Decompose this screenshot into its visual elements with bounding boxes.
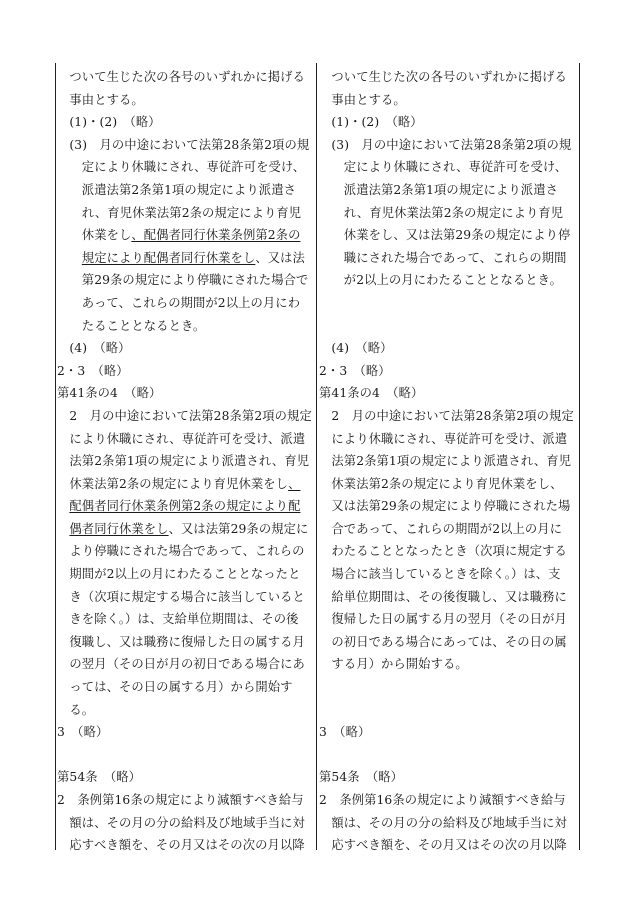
text-line bbox=[57, 224, 314, 247]
text-line bbox=[319, 631, 577, 654]
text-line bbox=[319, 111, 577, 134]
amended-text: 偶者同行休業をし bbox=[69, 521, 169, 536]
text-line bbox=[319, 766, 577, 789]
text-segment: の翌月（その日が月の初日である場合にあ bbox=[57, 657, 305, 672]
text-segment: 復職し、又は職務に復帰した日の属する月 bbox=[57, 634, 305, 649]
amended-text: 、配偶者同行休業条例第2条の bbox=[131, 228, 301, 243]
text-segment: 定により休職にされ、専従許可を受け、 bbox=[319, 160, 568, 175]
text-segment: 期間が2以上の月にわたることとなったと bbox=[57, 567, 301, 582]
text-segment: 事由とする。 bbox=[57, 92, 144, 107]
revised-text-column bbox=[57, 66, 314, 857]
table-border-right bbox=[579, 63, 580, 850]
amended-text: 規定により配偶者同行休業をし bbox=[81, 250, 256, 265]
text-line bbox=[57, 812, 314, 835]
text-line bbox=[319, 247, 577, 270]
text-line bbox=[319, 473, 577, 496]
text-segment: が2以上の月にわたることとなるとき。 bbox=[319, 273, 562, 288]
text-segment: 又は法第29条の規定により停職にされた場 bbox=[319, 499, 571, 514]
text-line bbox=[57, 111, 314, 134]
text-segment: 3 （略） bbox=[57, 725, 109, 740]
text-line bbox=[57, 202, 314, 225]
text-line bbox=[57, 269, 314, 292]
amended-text: 配偶者同行休業条例第2条の規定により配 bbox=[69, 499, 301, 514]
text-segment: (1)・(2) （略） bbox=[319, 115, 423, 130]
text-segment: 応すべき額を、その月又はその次の月以降 bbox=[57, 838, 305, 853]
text-line bbox=[319, 789, 577, 812]
text-segment: 、又は法 bbox=[255, 250, 305, 265]
text-line bbox=[57, 789, 314, 812]
text-line bbox=[319, 224, 577, 247]
amended-text: 、 bbox=[288, 476, 301, 491]
text-segment bbox=[57, 522, 69, 536]
text-segment: 応すべき額を、その月又はその次の月以降 bbox=[319, 838, 567, 853]
text-segment: 2 月の中途において法第28条第2項の規定 bbox=[57, 408, 312, 423]
text-segment: 事由とする。 bbox=[319, 92, 406, 107]
text-line bbox=[319, 608, 577, 631]
text-segment: 給単位期間は、その後復職し、又は職務に bbox=[319, 589, 567, 604]
text-segment: っては、その日の属する月）から開始す bbox=[57, 680, 293, 695]
text-line bbox=[57, 382, 314, 405]
text-line bbox=[57, 631, 314, 654]
text-segment: 第41条の4 （略） bbox=[319, 386, 424, 401]
text-segment: きを除く。）は、支給単位期間は、その後 bbox=[57, 612, 299, 627]
text-line bbox=[319, 563, 577, 586]
text-line bbox=[57, 247, 314, 270]
text-line bbox=[57, 156, 314, 179]
text-segment: (1)・(2) （略） bbox=[57, 115, 161, 130]
text-segment: 定により休職にされ、専従許可を受け、 bbox=[57, 160, 306, 175]
text-line bbox=[57, 540, 314, 563]
text-line bbox=[57, 563, 314, 586]
text-line bbox=[57, 337, 314, 360]
text-segment: 職にされた場合であって、これらの期間 bbox=[319, 250, 567, 265]
text-segment: 額は、その月の分の給料及び地域手当に対 bbox=[57, 815, 305, 830]
text-line bbox=[319, 518, 577, 541]
text-line bbox=[319, 721, 577, 744]
text-line bbox=[319, 540, 577, 563]
blank-line bbox=[319, 676, 577, 699]
blank-line bbox=[319, 744, 577, 767]
text-line bbox=[319, 66, 577, 89]
text-segment: わたることとなったとき（次項に規定する bbox=[319, 544, 567, 559]
table-column-divider bbox=[316, 63, 317, 850]
text-segment: 復帰した日の属する月の翌月（その日が月 bbox=[319, 612, 567, 627]
text-line bbox=[57, 608, 314, 631]
text-line bbox=[57, 66, 314, 89]
text-segment bbox=[57, 251, 82, 265]
text-line bbox=[57, 766, 314, 789]
text-line bbox=[319, 812, 577, 835]
blank-line bbox=[57, 744, 314, 767]
blank-line bbox=[319, 292, 577, 315]
text-segment: あって、これらの期間が2以上の月にわ bbox=[57, 295, 301, 310]
text-line bbox=[319, 202, 577, 225]
text-segment: (4) （略） bbox=[319, 341, 393, 356]
text-line bbox=[319, 586, 577, 609]
text-segment: 休業をし、又は法第29条の規定により停 bbox=[319, 228, 571, 243]
text-line bbox=[319, 269, 577, 292]
text-segment: 額は、その月の分の給料及び地域手当に対 bbox=[319, 815, 567, 830]
text-segment: より停職にされた場合であって、これらの bbox=[57, 544, 305, 559]
text-segment: 、又は法第29条の規定に bbox=[168, 521, 309, 536]
text-line bbox=[57, 721, 314, 744]
text-segment: 2・3 （略） bbox=[57, 363, 129, 378]
text-segment: れ、育児休業法第2条の規定により育児 bbox=[319, 205, 564, 220]
text-segment: (3) 月の中途において法第28条第2項の規 bbox=[319, 137, 572, 152]
text-line bbox=[57, 834, 314, 857]
text-segment: ついて生じた次の各号のいずれかに掲げる bbox=[57, 70, 305, 84]
text-segment: 2 条例第16条の規定により減額すべき給与 bbox=[57, 793, 304, 807]
text-line bbox=[57, 495, 314, 518]
text-line bbox=[57, 653, 314, 676]
text-segment: ついて生じた次の各号のいずれかに掲げる bbox=[319, 70, 567, 84]
text-segment: 派遣法第2条第1項の規定により派遣さ bbox=[57, 182, 296, 197]
text-line bbox=[319, 179, 577, 202]
text-line bbox=[319, 156, 577, 179]
text-line bbox=[319, 89, 577, 112]
text-line bbox=[319, 382, 577, 405]
text-segment: により休職にされ、専従許可を受け、派遣 bbox=[319, 431, 568, 446]
text-line bbox=[57, 586, 314, 609]
text-line bbox=[57, 134, 314, 157]
text-line bbox=[57, 676, 314, 699]
blank-line bbox=[319, 699, 577, 722]
text-line bbox=[319, 360, 577, 383]
text-line bbox=[319, 834, 577, 857]
text-segment bbox=[57, 499, 69, 513]
text-line bbox=[319, 450, 577, 473]
text-segment: (4) （略） bbox=[57, 341, 131, 356]
text-segment: 休業をし bbox=[57, 228, 132, 243]
current-text-column bbox=[319, 66, 577, 857]
text-segment: の初日である場合にあっては、その日の属 bbox=[319, 634, 567, 649]
text-line bbox=[319, 428, 577, 451]
text-segment: 休業法第2条の規定により育児休業をし bbox=[57, 476, 289, 491]
text-segment: 合であって、これらの期間が2以上の月に bbox=[319, 521, 563, 536]
text-segment: 休業法第2条の規定により育児休業をし、 bbox=[319, 476, 563, 491]
text-segment: れ、育児休業法第2条の規定により育児 bbox=[57, 205, 302, 220]
text-segment: 法第2条第1項の規定により派遣され、育児 bbox=[57, 454, 310, 469]
text-segment: により休職にされ、専従許可を受け、派遣 bbox=[57, 431, 306, 446]
text-segment: 2 月の中途において法第28条第2項の規定 bbox=[319, 408, 574, 423]
text-segment: 2 条例第16条の規定により減額すべき給与 bbox=[319, 793, 566, 807]
text-line bbox=[57, 473, 314, 496]
text-line bbox=[57, 360, 314, 383]
text-segment: 2・3 （略） bbox=[319, 363, 391, 378]
text-line bbox=[57, 518, 314, 541]
text-segment: き（次項に規定する場合に該当していると bbox=[57, 589, 305, 604]
text-segment: 第54条 （略） bbox=[319, 770, 404, 785]
text-line bbox=[57, 179, 314, 202]
text-line bbox=[57, 89, 314, 112]
text-line bbox=[57, 450, 314, 473]
text-line bbox=[57, 405, 314, 428]
table-border-left bbox=[55, 63, 56, 850]
text-line bbox=[57, 315, 314, 338]
text-line bbox=[319, 495, 577, 518]
text-line bbox=[57, 428, 314, 451]
text-line bbox=[319, 653, 577, 676]
text-segment: 3 （略） bbox=[319, 725, 371, 740]
text-segment: する月）から開始する。 bbox=[319, 657, 468, 672]
text-segment: る。 bbox=[57, 702, 95, 717]
text-line bbox=[57, 292, 314, 315]
text-segment: (3) 月の中途において法第28条第2項の規 bbox=[57, 137, 310, 152]
text-segment: 第29条の規定により停職にされた場合で bbox=[57, 273, 309, 288]
text-segment: 派遣法第2条第1項の規定により派遣さ bbox=[319, 182, 558, 197]
text-line bbox=[57, 699, 314, 722]
text-line bbox=[319, 134, 577, 157]
text-segment: たることとなるとき。 bbox=[57, 318, 206, 333]
text-segment: 第41条の4 （略） bbox=[57, 386, 162, 401]
blank-line bbox=[319, 315, 577, 338]
text-segment: 第54条 （略） bbox=[57, 770, 142, 785]
text-segment: 法第2条第1項の規定により派遣され、育児 bbox=[319, 454, 572, 469]
text-line bbox=[319, 337, 577, 360]
text-line bbox=[319, 405, 577, 428]
text-segment: 場合に該当しているときを除く。）は、支 bbox=[319, 567, 561, 582]
